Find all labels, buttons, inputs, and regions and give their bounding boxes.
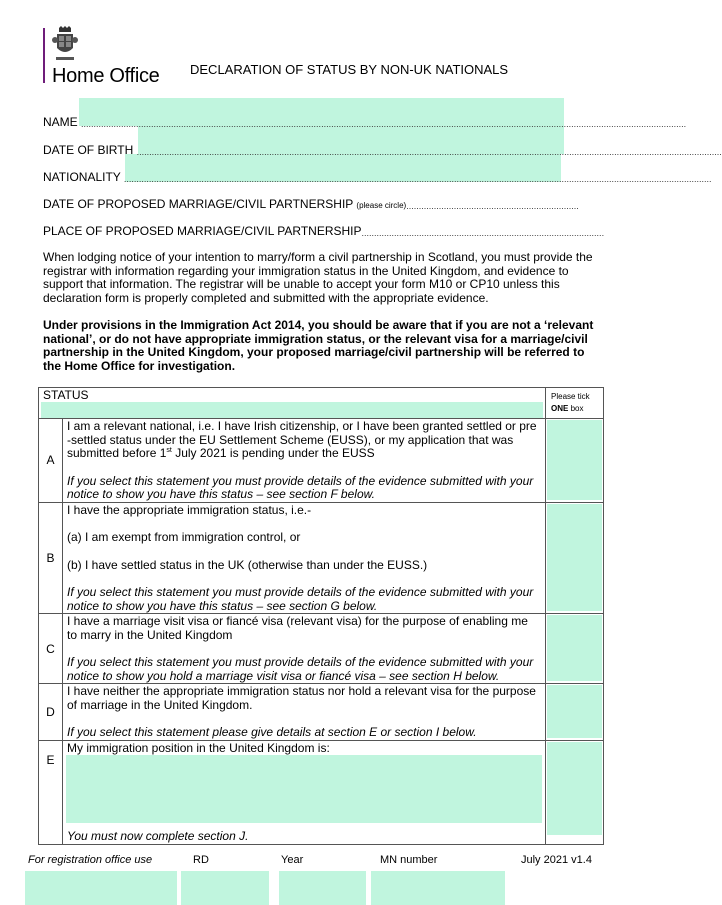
row-statement: I have neither the appropriate immigration status nor hold a relevant visa for the purpose of marriage in the United Kingdom. [67,684,536,712]
status-row-a [39,419,604,503]
royal-crest-icon [52,26,78,64]
year-label: Year [281,854,304,866]
status-header: STATUS [43,388,89,402]
row-statement: I am a relevant national, i.e. I have Irish citizenship, or I have been granted settled or pre -settled status under the EU Settlement Scheme (EUSS), or my application that was submitted before 1st July 2021 is pending under the EUSS [67,419,537,460]
row-statement: My immigration position in the United Kingdom is: [67,740,330,755]
row-note: You must now complete section J. [67,829,249,843]
immigration-position-input[interactable] [66,755,542,823]
office-use-input[interactable] [25,871,177,905]
status-header-cell [39,388,546,419]
nationality-field: NATIONALITY ........................................................................................................................................................................................................................................... [43,170,712,184]
row-content [63,684,546,741]
tick-box-b[interactable] [546,502,604,614]
nationality-label: NATIONALITY [43,170,121,184]
dob-label: DATE OF BIRTH [43,143,134,157]
marriage-date-label: DATE OF PROPOSED MARRIAGE/CIVIL PARTNERSHIP [43,197,354,211]
tick-box-d[interactable] [546,684,604,741]
row-letter: D [39,684,63,741]
status-row-e [39,740,604,844]
warning-paragraph: Under provisions in the Immigration Act 2014, you should be aware that if you are not a ‘relevant national’, or do not have appropriate immigration status, or the relevant visa for a marriage/civil partnership in the United Kingdom, your proposed marriage/civil partnership will be referred to the Home Office for investigation. [43,318,594,373]
row-content [63,502,546,614]
status-row-d [39,684,604,741]
rd-input[interactable] [181,871,269,905]
row-content [63,419,546,503]
logo-divider [43,28,45,83]
marriage-date-field[interactable]: DATE OF PROPOSED MARRIAGE/CIVIL PARTNERSHIP (please circle)..................................................................... [43,197,579,211]
row-note: If you select this statement you must provide details of the evidence submitted with your notice to show you have this status – see section G below. [67,585,534,613]
row-note: If you select this statement you must provide details of the evidence submitted with your notice to show you have this status – see section F below. [67,473,534,501]
marriage-date-hint: (please circle) [356,201,407,210]
name-field: NAME .................................................................................................................................................................................................................................................. [43,115,687,129]
row-note: If you select this statement you must provide details of the evidence submitted with your notice to show you hold a marriage visit visa or fiancé visa – see section H below. [67,655,534,683]
tick-box-e[interactable] [546,740,604,844]
mn-input[interactable] [371,871,505,905]
tick-box-a[interactable] [546,419,604,503]
office-use-label: For registration office use [28,854,153,866]
row-option-a: (a) I am exempt from immigration control, or [67,530,301,544]
department-name: Home Office [52,65,160,87]
row-letter: C [39,614,63,684]
status-row-c [39,614,604,684]
name-label: NAME [43,115,78,129]
dob-field: DATE OF BIRTH .......................................................................................................................................................................................................................................... [43,143,722,157]
rd-label: RD [193,854,209,866]
marriage-place-label: PLACE OF PROPOSED MARRIAGE/CIVIL PARTNERSHIP [43,224,362,238]
mn-label: MN number [380,854,438,866]
tick-header-box: box [570,404,584,413]
year-input[interactable] [279,871,366,905]
tick-header [546,388,604,419]
row-content [63,740,546,844]
status-table [38,387,604,845]
row-statement: I have the appropriate immigration status, i.e.- [67,502,312,517]
version-label: July 2021 v1.4 [521,854,592,866]
row-statement: I have a marriage visit visa or fiancé visa (relevant visa) for the purpose of enabling me to marry in the United Kingdom [67,614,528,642]
marriage-place-field[interactable]: PLACE OF PROPOSED MARRIAGE/CIVIL PARTNERSHIP................................................................................................. [43,224,605,238]
row-option-b: (b) I have settled status in the UK (otherwise than under the EUSS.) [67,557,428,572]
tick-header-text: Please tick [551,392,590,401]
row-note: If you select this statement please give details at section E or section I below. [67,725,477,739]
row-letter: B [39,502,63,614]
row-content [63,614,546,684]
tick-box-c[interactable] [546,614,604,684]
row-letter: E [39,740,63,844]
row-letter: A [39,419,63,503]
status-row-b [39,502,604,614]
intro-paragraph: When lodging notice of your intention to marry/form a civil partnership in Scotland, you must provide the registrar with information regarding your immigration status in the United Kingdom, and evidence to support that information. The registrar will be unable to accept your form M10 or CP10 unless this declaration form is properly completed and submitted with the appropriate evidence. [43,250,593,305]
document-title: DECLARATION OF STATUS BY NON-UK NATIONALS [190,62,509,77]
tick-header-one: ONE [551,404,569,413]
